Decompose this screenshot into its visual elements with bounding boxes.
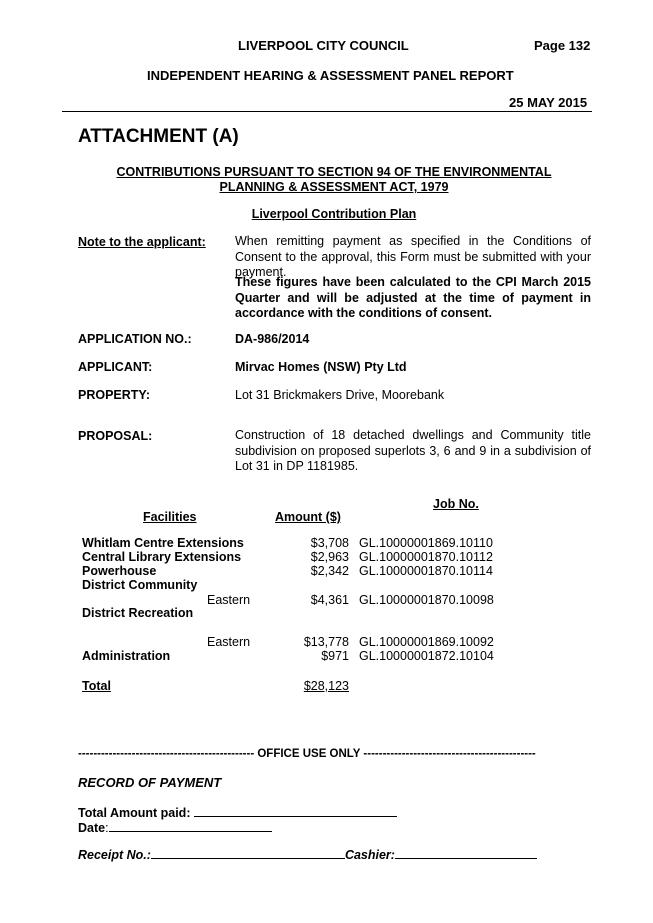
facilities-header: Facilities xyxy=(143,510,197,524)
facility-name: Whitlam Centre Extensions xyxy=(82,536,244,550)
report-date: 25 MAY 2015 xyxy=(509,95,588,110)
facility-amount: $2,963 xyxy=(310,550,349,564)
receipt-no-field[interactable] xyxy=(151,846,345,859)
date-label: Date xyxy=(78,821,106,835)
section-title-line-2: PLANNING & ASSESSMENT ACT, 1979 xyxy=(219,180,449,194)
facility-job-no: GL.10000001869.10092 xyxy=(359,635,494,649)
plan-title: Liverpool Contribution Plan xyxy=(251,207,417,221)
application-label: APPLICATION NO.: xyxy=(78,332,192,346)
total-amount-paid-row xyxy=(78,804,397,820)
cashier-field[interactable] xyxy=(395,846,537,859)
receipt-cashier-row xyxy=(78,846,537,862)
office-use-divider: ---------------------------------------------- OFFICE USE ONLY --------------------------------------------- xyxy=(78,748,536,760)
facility-amount: $4,361 xyxy=(310,593,349,607)
facility-amount: $3,708 xyxy=(310,536,349,550)
applicant-label: APPLICANT: xyxy=(78,360,153,374)
facility-name: Powerhouse xyxy=(82,564,157,578)
proposal-label: PROPOSAL: xyxy=(78,429,153,443)
facility-amount: $2,342 xyxy=(310,564,349,578)
page-number: Page 132 xyxy=(534,38,591,53)
facility-job-no: GL.10000001870.10114 xyxy=(359,564,493,578)
facility-job-no: GL.10000001870.10098 xyxy=(359,593,494,607)
facility-amount: $971 xyxy=(321,649,349,663)
total-amount-paid-label: Total Amount paid: xyxy=(78,806,191,820)
facility-amount: $13,778 xyxy=(303,635,349,649)
facility-job-no: GL.10000001870.10112 xyxy=(359,550,493,564)
amount-header: Amount ($) xyxy=(275,510,341,524)
property-value: Lot 31 Brickmakers Drive, Moorebank xyxy=(235,388,445,402)
record-of-payment: RECORD OF PAYMENT xyxy=(78,775,222,790)
report-title: INDEPENDENT HEARING & ASSESSMENT PANEL REPORT xyxy=(147,68,514,83)
facility-name: Administration xyxy=(82,649,171,663)
note-cpi-text: These figures have been calculated to the CPI March 2015 Quarter and will be adjusted at the time of payment in accordance with the conditions of consent. xyxy=(235,275,591,320)
note-label: Note to the applicant: xyxy=(78,235,206,249)
total-amount-paid-field[interactable] xyxy=(194,804,397,817)
facility-name: District Recreation xyxy=(82,606,194,620)
cashier-label: Cashier: xyxy=(344,848,395,862)
receipt-no-label: Receipt No.: xyxy=(78,848,151,862)
facility-name: Central Library Extensions xyxy=(82,550,242,564)
total-amount: $28,123 xyxy=(303,679,349,693)
council-name: LIVERPOOL CITY COUNCIL xyxy=(238,38,409,53)
facility-sub-area: Eastern xyxy=(207,593,251,607)
facility-job-no: GL.10000001869.10110 xyxy=(359,536,493,550)
attachment-title: ATTACHMENT (A) xyxy=(78,126,239,147)
job-no-header: Job No. xyxy=(433,497,479,511)
facility-name: District Community xyxy=(82,578,198,592)
facility-job-no: GL.10000001872.10104 xyxy=(359,649,494,663)
application-value: DA-986/2014 xyxy=(235,332,310,346)
facility-sub-area: Eastern xyxy=(207,635,251,649)
date-row xyxy=(78,819,272,835)
header-rule xyxy=(62,111,592,112)
date-field[interactable] xyxy=(109,819,272,832)
applicant-value: Mirvac Homes (NSW) Pty Ltd xyxy=(235,360,407,374)
proposal-value: Construction of 18 detached dwellings and Community title subdivision on proposed superlots 3, 6 and 9 in a subdivision of Lot 31 in DP 1181985. xyxy=(235,428,591,473)
note-text: When remitting payment as specified in the Conditions of Consent to the approval, this Form must be submitted with your payment. xyxy=(235,234,591,279)
date-colon: : xyxy=(105,821,109,835)
property-label: PROPERTY: xyxy=(78,388,150,402)
section-title-line-1: CONTRIBUTIONS PURSUANT TO SECTION 94 OF THE ENVIRONMENTAL xyxy=(116,165,552,179)
total-label: Total xyxy=(82,679,111,693)
